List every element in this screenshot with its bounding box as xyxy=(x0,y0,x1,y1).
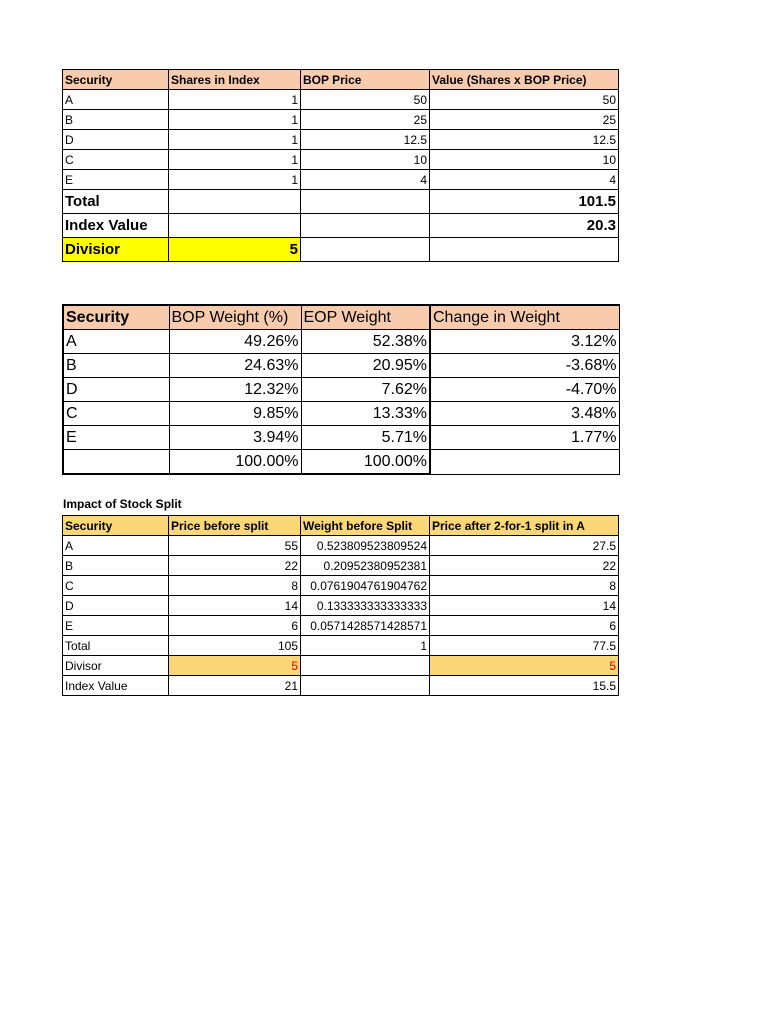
total-eop-weight: 100.00% xyxy=(301,450,430,475)
header-cell: Security xyxy=(63,516,169,536)
weight-before-cell: 0.20952380952381 xyxy=(301,556,430,576)
security-cell: A xyxy=(63,330,169,354)
divisor-label: Divisor xyxy=(63,656,169,676)
shares-cell: 1 xyxy=(169,170,301,190)
header-cell: Price before split xyxy=(169,516,301,536)
shares-cell: 1 xyxy=(169,150,301,170)
index-value-before: 21 xyxy=(169,676,301,696)
price-cell: 4 xyxy=(301,170,430,190)
table-row xyxy=(63,354,619,378)
weight-before-cell: 0.0571428571428571 xyxy=(301,616,430,636)
table-header-row xyxy=(63,516,619,536)
empty-cell xyxy=(169,214,301,238)
value-cell: 4 xyxy=(430,170,619,190)
security-cell: C xyxy=(63,402,169,426)
total-price-before: 105 xyxy=(169,636,301,656)
price-before-cell: 55 xyxy=(169,536,301,556)
eop-weight-cell: 13.33% xyxy=(301,402,430,426)
shares-cell: 1 xyxy=(169,110,301,130)
eop-weight-cell: 52.38% xyxy=(301,330,430,354)
price-cell: 25 xyxy=(301,110,430,130)
total-row xyxy=(63,636,619,656)
index-value-label: Index Value xyxy=(63,676,169,696)
bop-weight-cell: 3.94% xyxy=(169,426,301,450)
table-row xyxy=(63,616,619,636)
price-cell: 50 xyxy=(301,90,430,110)
total-row xyxy=(63,190,619,214)
price-after-cell: 27.5 xyxy=(430,536,619,556)
weight-change-table xyxy=(62,304,620,475)
price-before-cell: 8 xyxy=(169,576,301,596)
bop-weight-cell: 9.85% xyxy=(169,402,301,426)
price-before-cell: 22 xyxy=(169,556,301,576)
empty-cell xyxy=(301,676,430,696)
value-cell: 25 xyxy=(430,110,619,130)
index-value-row xyxy=(63,214,619,238)
header-cell: Price after 2-for-1 split in A xyxy=(430,516,619,536)
total-price-after: 77.5 xyxy=(430,636,619,656)
bop-weight-cell: 24.63% xyxy=(169,354,301,378)
total-weight: 1 xyxy=(301,636,430,656)
security-cell: A xyxy=(63,90,169,110)
index-value-after: 15.5 xyxy=(430,676,619,696)
value-cell: 50 xyxy=(430,90,619,110)
change-cell: 3.12% xyxy=(430,330,619,354)
table-header-row xyxy=(63,70,619,90)
price-before-cell: 6 xyxy=(169,616,301,636)
empty-cell xyxy=(301,656,430,676)
shares-cell: 1 xyxy=(169,90,301,110)
total-row xyxy=(63,450,619,475)
header-cell: Weight before Split xyxy=(301,516,430,536)
table-row xyxy=(63,426,619,450)
bop-weight-cell: 12.32% xyxy=(169,378,301,402)
eop-weight-cell: 7.62% xyxy=(301,378,430,402)
security-cell: B xyxy=(63,556,169,576)
total-value: 101.5 xyxy=(430,190,619,214)
total-label: Total xyxy=(63,636,169,656)
eop-weight-cell: 20.95% xyxy=(301,354,430,378)
divisor-row xyxy=(63,656,619,676)
empty-cell xyxy=(430,450,619,475)
empty-cell xyxy=(301,238,430,262)
table-row xyxy=(63,402,619,426)
price-cell: 12.5 xyxy=(301,130,430,150)
eop-weight-cell: 5.71% xyxy=(301,426,430,450)
stock-split-title: Impact of Stock Split xyxy=(63,497,182,511)
table-row xyxy=(63,150,619,170)
security-cell: D xyxy=(63,130,169,150)
empty-cell xyxy=(301,190,430,214)
change-cell: -4.70% xyxy=(430,378,619,402)
table-row xyxy=(63,556,619,576)
header-cell: Security xyxy=(63,70,169,90)
table-row xyxy=(63,596,619,616)
security-cell: D xyxy=(63,596,169,616)
header-cell: BOP Price xyxy=(301,70,430,90)
weight-before-cell: 0.133333333333333 xyxy=(301,596,430,616)
table-header-row xyxy=(63,305,619,330)
price-before-cell: 14 xyxy=(169,596,301,616)
table-row xyxy=(63,536,619,556)
value-cell: 12.5 xyxy=(430,130,619,150)
change-cell: 3.48% xyxy=(430,402,619,426)
table-row xyxy=(63,90,619,110)
price-after-cell: 22 xyxy=(430,556,619,576)
table-row xyxy=(63,378,619,402)
weight-before-cell: 0.523809523809524 xyxy=(301,536,430,556)
security-cell: B xyxy=(63,110,169,130)
header-cell: BOP Weight (%) xyxy=(169,305,301,330)
stock-split-table xyxy=(62,515,619,696)
divisor-row xyxy=(63,238,619,262)
header-cell: Change in Weight xyxy=(430,305,619,330)
total-bop-weight: 100.00% xyxy=(169,450,301,475)
empty-cell xyxy=(430,238,619,262)
security-cell: C xyxy=(63,150,169,170)
divisor-value: 5 xyxy=(169,238,301,262)
empty-cell xyxy=(301,214,430,238)
security-cell: C xyxy=(63,576,169,596)
header-cell: Security xyxy=(63,305,169,330)
price-after-cell: 8 xyxy=(430,576,619,596)
total-label: Total xyxy=(63,190,169,214)
index-value-row xyxy=(63,676,619,696)
change-cell: 1.77% xyxy=(430,426,619,450)
header-cell: Shares in Index xyxy=(169,70,301,90)
empty-cell xyxy=(63,450,169,475)
security-cell: E xyxy=(63,426,169,450)
price-cell: 10 xyxy=(301,150,430,170)
table-row xyxy=(63,130,619,150)
table-row xyxy=(63,576,619,596)
empty-cell xyxy=(169,190,301,214)
index-value-table xyxy=(62,69,619,262)
price-after-cell: 14 xyxy=(430,596,619,616)
index-value-label: Index Value xyxy=(63,214,169,238)
shares-cell: 1 xyxy=(169,130,301,150)
table-row xyxy=(63,110,619,130)
price-after-cell: 6 xyxy=(430,616,619,636)
divisor-after: 5 xyxy=(430,656,619,676)
table-row xyxy=(63,170,619,190)
security-cell: D xyxy=(63,378,169,402)
security-cell: B xyxy=(63,354,169,378)
change-cell: -3.68% xyxy=(430,354,619,378)
header-cell: Value (Shares x BOP Price) xyxy=(430,70,619,90)
security-cell: E xyxy=(63,170,169,190)
weight-before-cell: 0.0761904761904762 xyxy=(301,576,430,596)
header-cell: EOP Weight xyxy=(301,305,430,330)
security-cell: A xyxy=(63,536,169,556)
table-row xyxy=(63,330,619,354)
bop-weight-cell: 49.26% xyxy=(169,330,301,354)
value-cell: 10 xyxy=(430,150,619,170)
divisor-before: 5 xyxy=(169,656,301,676)
divisor-label: Divisior xyxy=(63,238,169,262)
security-cell: E xyxy=(63,616,169,636)
index-value: 20.3 xyxy=(430,214,619,238)
